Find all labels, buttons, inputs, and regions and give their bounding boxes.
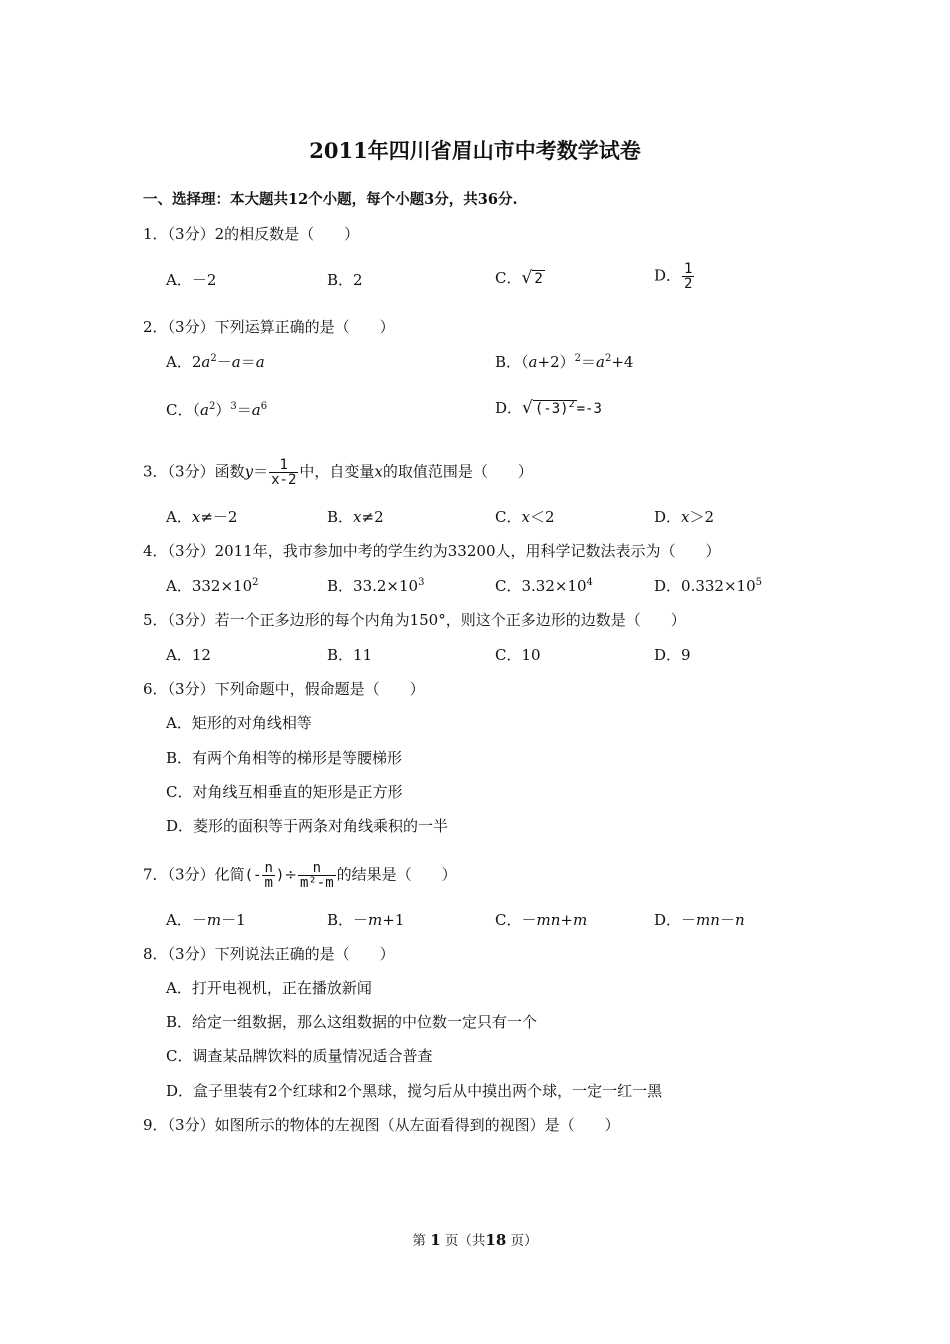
q1-option-a: A．－2 bbox=[166, 271, 217, 289]
q8-option-a: A．打开电视机，正在播放新闻 bbox=[166, 979, 372, 997]
question-9: 9．（3分）如图所示的物体的左视图（从左面看得到的视图）是（ ） bbox=[143, 1116, 620, 1134]
q8-option-d: D．盒子里装有2个红球和2个黑球，搅匀后从中摸出两个球，一定一红一黑 bbox=[166, 1082, 663, 1100]
q6-option-b: B．有两个角相等的梯形是等腰梯形 bbox=[166, 749, 403, 767]
q7-option-d: D．－mn－n bbox=[654, 911, 745, 929]
question-8: 8．（3分）下列说法正确的是（ ） bbox=[143, 945, 395, 963]
q3-option-b: B．x≠2 bbox=[327, 508, 384, 526]
q5-option-b: B．11 bbox=[327, 646, 373, 664]
question-7: 7．（3分）化简(- $\frac{n}{m}$ )÷ $\frac{n}{\text{m²-m}}$ 的结果是（ ） bbox=[143, 860, 457, 891]
q2-option-b: B．$(a+2)^2=a^2+4$ bbox=[495, 353, 634, 371]
q5-option-c: C．10 bbox=[495, 646, 541, 664]
q4-option-d: D．$0.332\times 10^5$ bbox=[654, 577, 762, 595]
q7-option-a: A．－m－1 bbox=[166, 911, 246, 929]
question-5: 5．（3分）若一个正多边形的每个内角为150°，则这个正多边形的边数是（ ） bbox=[143, 611, 686, 629]
q2-option-a: A．$2a^2-a=a$ bbox=[166, 353, 265, 371]
q1-option-d: D． $\frac{1}{2}$ bbox=[654, 261, 693, 292]
q3-option-d: D．x＞2 bbox=[654, 508, 715, 526]
q2-option-d: D．√ $(-3)^2 =-3$ bbox=[495, 398, 602, 418]
q2-option-c: C．$(a^2)^3=a^6$ bbox=[166, 401, 268, 419]
q5-option-d: D．9 bbox=[654, 646, 691, 664]
q6-option-c: C．对角线互相垂直的矩形是正方形 bbox=[166, 783, 403, 801]
q3-option-c: C．x＜2 bbox=[495, 508, 555, 526]
page-footer: 第 1 页（共18 页） bbox=[412, 1231, 538, 1249]
section-heading: 一、选择理：本大题共12个小题，每个小题3分，共36分. bbox=[143, 191, 518, 208]
q3-option-a: A．x≠－2 bbox=[166, 508, 238, 526]
q8-option-b: B．给定一组数据，那么这组数据的中位数一定只有一个 bbox=[166, 1013, 538, 1031]
question-6: 6．（3分）下列命题中，假命题是（ ） bbox=[143, 680, 425, 698]
question-1: 1．（3分）2的相反数是（ ） bbox=[143, 225, 360, 243]
q1-option-c: C．√ 2 bbox=[495, 268, 543, 288]
q5-option-a: A．12 bbox=[166, 646, 211, 664]
q4-option-a: A．$332\times 10^2$ bbox=[166, 577, 259, 595]
q4-option-c: C．$3.32\times 10^4$ bbox=[495, 577, 593, 595]
q6-option-a: A．矩形的对角线相等 bbox=[166, 714, 312, 732]
question-4: 4．（3分）2011年，我市参加中考的学生约为33200人，用科学记数法表示为（ ） bbox=[143, 542, 721, 560]
page-title: 2011年四川省眉山市中考数学试卷 bbox=[309, 138, 641, 163]
q8-option-c: C．调查某品牌饮料的质量情况适合普查 bbox=[166, 1047, 433, 1065]
q1-option-b: B．2 bbox=[327, 271, 363, 289]
q6-option-d: D．菱形的面积等于两条对角线乘积的一半 bbox=[166, 817, 449, 835]
q4-option-b: B．$33.2\times 10^3$ bbox=[327, 577, 425, 595]
q7-option-b: B．－m+1 bbox=[327, 911, 405, 929]
question-2: 2．（3分）下列运算正确的是（ ） bbox=[143, 318, 395, 336]
q7-option-c: C．－mn+m bbox=[495, 911, 588, 929]
question-3: 3．（3分）函数y＝ $\frac{1}{x-2}$ 中，自变量x的取值范围是（ ） bbox=[143, 457, 533, 488]
